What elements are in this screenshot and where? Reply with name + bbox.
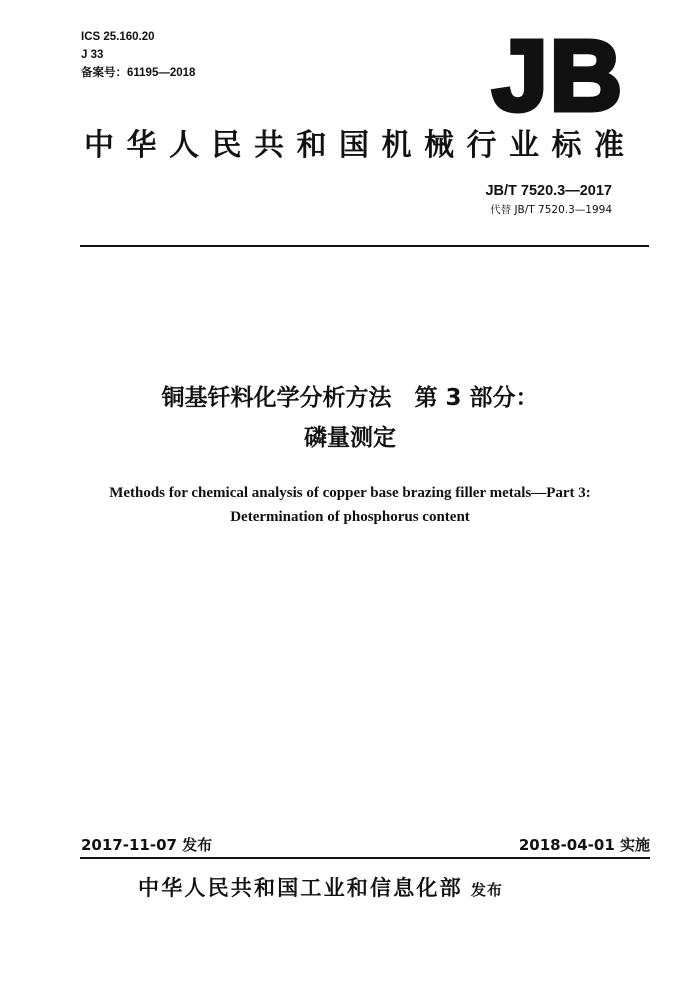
- issuer-action: 发布: [470, 881, 503, 899]
- jb-logo: [478, 28, 638, 118]
- english-title-line-1: Methods for chemical analysis of copper base brazing filler metals—Part 3:: [109, 485, 591, 501]
- industry-standard-heading: 中华人民共和国机械行业标准: [84, 128, 637, 163]
- english-title-line-2: Determination of phosphorus content: [230, 509, 470, 525]
- jb-logo-text: JB: [492, 28, 624, 118]
- footer-divider: [80, 857, 650, 859]
- chinese-title-line-1: 铜基钎料化学分析方法 第 3 部分：: [161, 385, 539, 411]
- ccs-code: J 33: [81, 49, 104, 61]
- ics-code: ICS 25.160.20: [81, 31, 155, 43]
- header-divider: [80, 245, 649, 247]
- issue-date: 2017-11-07 发布: [81, 836, 213, 854]
- implementation-date: 2018-04-01 实施: [518, 836, 650, 854]
- replaces-standard: 代替 JB/T 7520.3—1994: [490, 204, 612, 216]
- issuer-name: 中华人民共和国工业和信息化部: [138, 876, 463, 900]
- issuer-line: [138, 873, 503, 905]
- chinese-title-line-2: 磷量测定: [304, 425, 396, 451]
- record-number: 备案号：61195—2018: [81, 67, 196, 79]
- standard-code: JB/T 7520.3—2017: [485, 183, 612, 199]
